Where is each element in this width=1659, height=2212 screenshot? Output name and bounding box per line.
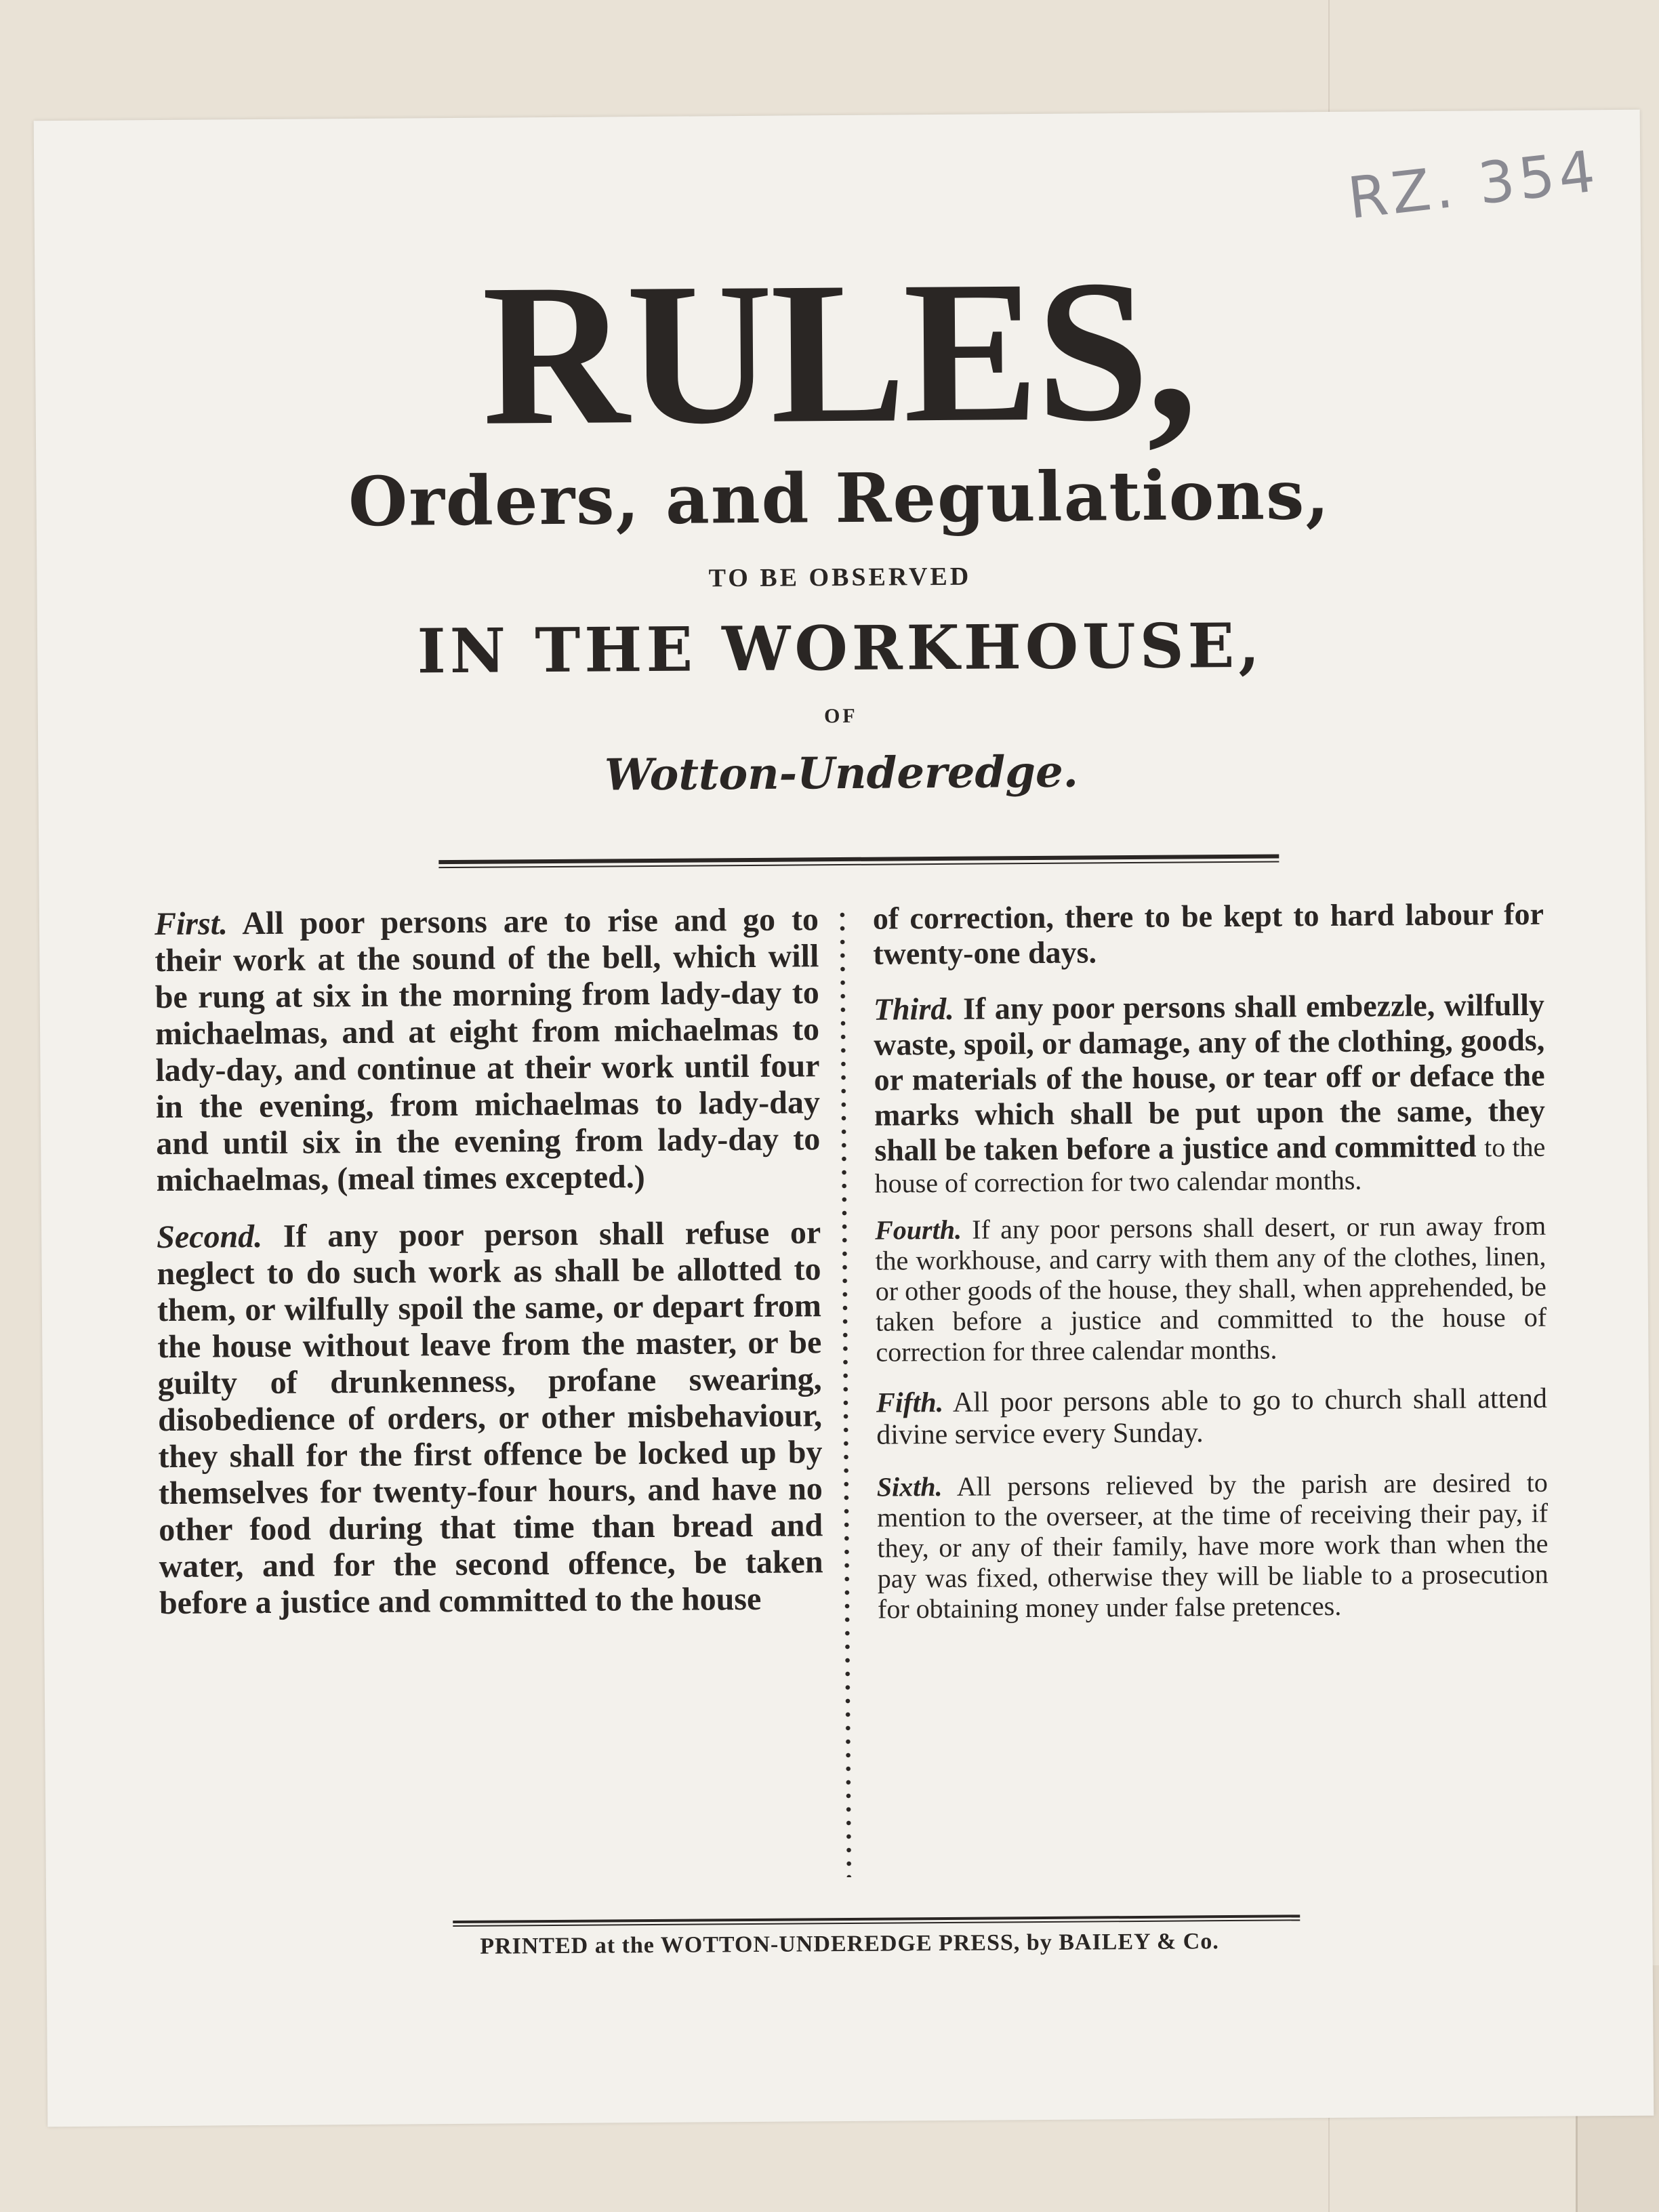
- rule-sixth-lead: Sixth.: [876, 1471, 943, 1502]
- column-divider: [839, 908, 853, 1877]
- rule-fourth-text: If any poor persons shall desert, or run away from the workhouse, and carry with them any of the clothes, linen, or other goods of the house, they shall, when apprehended, be taken before a justice and committed to the house of correction for three calendar months.: [875, 1210, 1547, 1368]
- document-title: RULES,: [481, 237, 1195, 468]
- left-column: [155, 901, 824, 1642]
- footer-divider: [453, 1914, 1300, 1927]
- rule-first-text: All poor persons are to rise and go to their work at the sound of the bell, which will be rung at six in the morning from lady-day to michaelmas, and at eight from michaelmas to lady-day, and continue at their work until four in the evening, from michaelmas to lady-day and until six in the evening from lady-day to michaelmas, (meal times excepted.): [155, 901, 821, 1199]
- of-line: OF: [823, 704, 858, 728]
- header-divider: [438, 855, 1279, 869]
- rule-second-text: If any poor person shall refuse or neglect to do such work as shall be allotted to them, or wilfully spoil the same, or depart from the house without leave from the master, or be guilty of drunkenness, profane swearing, disobedience of orders, or other misbehaviour, they shall for the first offence be locked up by themselves for twenty-four hours, and have no other food during that time than bread and water, and for the second offence, be taken before a justice and committed to the house: [157, 1214, 823, 1622]
- rule-third-lead: Third.: [873, 991, 954, 1027]
- rule-first-lead: First.: [154, 905, 228, 943]
- rule-fourth: [875, 1210, 1547, 1368]
- rule-third-main: [874, 987, 1545, 1168]
- rule-third: [874, 987, 1546, 1199]
- rule-third-text: If any poor persons shall embezzle, wilfully waste, spoil, or damage, any of the clothing, goods, or materials of the house, or tear off or deface the marks which shall be put upon the same, they shall be taken before a justice and committed: [874, 987, 1546, 1168]
- handwritten-annotation: RZ. 354: [1345, 138, 1603, 232]
- document-sheet: [34, 110, 1654, 2127]
- rule-third-tail: to the house of correction for two calendar months.: [874, 1131, 1546, 1199]
- document-header: [35, 237, 1645, 805]
- rule-second-continuation: of correction, there to be kept to hard labour for twenty-one days.: [872, 896, 1544, 971]
- rules-body: [155, 897, 1551, 1902]
- rule-second-lead: Second.: [157, 1218, 263, 1256]
- town-name: Wotton-Underedge.: [604, 746, 1079, 801]
- rule-fifth-lead: Fifth.: [876, 1387, 944, 1419]
- rule-fifth: [876, 1383, 1548, 1452]
- rule-fourth-lead: Fourth.: [874, 1214, 962, 1246]
- workhouse-heading: IN THE WORKHOUSE,: [417, 609, 1265, 688]
- right-column: [873, 897, 1549, 1645]
- document-subtitle: Orders, and Regulations,: [348, 454, 1331, 542]
- rule-fifth-text: All poor persons able to go to church shall attend divine service every Sunday.: [876, 1382, 1548, 1451]
- rule-sixth: [877, 1467, 1549, 1624]
- to-be-observed-line: TO BE OBSERVED: [708, 562, 972, 593]
- printer-imprint: PRINTED at the WOTTON-UNDEREDGE PRESS, by BAILEY & Co.: [480, 1929, 1219, 1959]
- rule-first: [155, 901, 821, 1199]
- rule-second: [157, 1214, 823, 1622]
- rule-sixth-text: All persons relieved by the parish are desired to mention to the overseer, at the time of receiving their pay, if they, or any of their family, have more work than when the pay was fixed, otherwise they will be liable to a prosecution for obtaining money under false pretences.: [876, 1467, 1549, 1624]
